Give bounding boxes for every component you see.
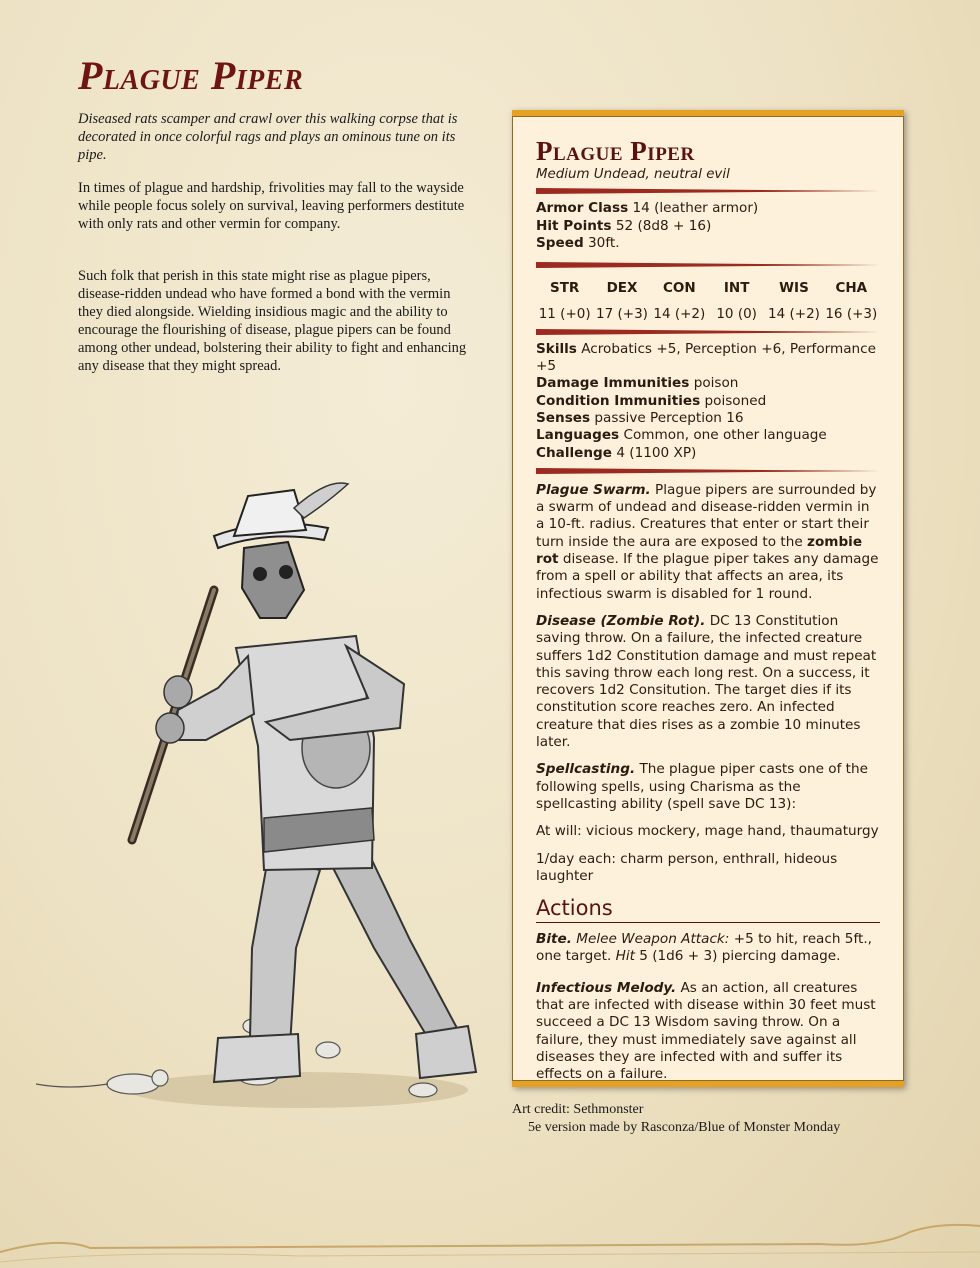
ability-scores: [536, 280, 880, 324]
ability-dex: DEX 17 (+3): [596, 280, 648, 323]
condition-immunities: Condition Immunities poisoned: [536, 392, 767, 409]
tapered-rule: [536, 468, 880, 474]
trait-spellcasting: Spellcasting. The plague piper casts one of the following spells, using Charisma as the spellcasting ability (spell save DC 13):: [536, 761, 868, 812]
version-credit: 5e version made by Rasconza/Blue of Monster Monday: [528, 1120, 841, 1135]
statblock-type: Medium Undead, neutral evil: [536, 167, 730, 182]
ability-int: INT 10 (0): [716, 280, 757, 323]
page-title: Plague Piper: [78, 53, 304, 98]
plague-piper-illustration: [28, 478, 508, 1118]
lore-paragraph: In times of plague and hardship, frivolities may fall to the wayside while people focus solely on survival, leaving performers destitute with only rats and other vermin for company.: [78, 180, 465, 232]
statblock-name: Plague Piper: [536, 136, 695, 166]
spells-at-will: At will: vicious mockery, mage hand, thaumaturgy: [536, 823, 879, 840]
challenge: Challenge 4 (1100 XP): [536, 444, 697, 461]
ability-str: STR 11 (+0): [538, 280, 591, 323]
action-bite: Bite. Melee Weapon Attack: +5 to hit, reach 5ft., one target. Hit 5 (1d6 + 3) piercing damage.: [536, 931, 872, 965]
ability-wis: WIS 14 (+2): [768, 280, 820, 323]
trait-disease: Disease (Zombie Rot). DC 13 Constitution saving throw. On a failure, the infected creature suffers 1d2 Constitution damage and must repeat this saving throw each long rest. On a success, it recovers 1d2 Consitution. The target dies if its constitution score reaches zero. An infected creature that dies rises as a zombie 10 minutes later.: [536, 612, 877, 751]
spells-per-day: 1/day each: charm person, enthrall, hideous laughter: [536, 850, 838, 884]
footer-ornament: [0, 1222, 980, 1268]
art-credit: Art credit: Sethmonster: [512, 1102, 644, 1117]
stat-block: [512, 110, 904, 1087]
skills: Skills Acrobatics +5, Perception +6, Performance +5: [536, 340, 877, 375]
speed: Speed 30ft.: [536, 234, 620, 251]
trait-plague-swarm: Plague Swarm. Plague pipers are surrounded by a swarm of undead and disease-ridden vermin in a 10-ft. radius. Creatures that enter or start their turn inside the aura are exposed to the zombie rot disease. If the plague piper takes any damage from a spell or ability that affects an area, its infectious swarm is disabled for 1 round.: [536, 481, 879, 602]
lore-paragraph: Such folk that perish in this state might rise as plague pipers, disease-ridden undead who have formed a bond with the vermin they died alongside. Wielding insidious magic and the ability to encourage the flourishing of disease, plague pipers can be found among other undead, bolstering their ability to fight and enhancing any disease that they might spread.: [78, 268, 467, 374]
action-infectious-melody: Infectious Melody. As an action, all creatures that are infected with disease within 30 feet must succeed a DC 13 Wisdom saving throw. On a failure, they must immediately save against all diseases they are infected with and suffer its effects on a failure.: [536, 979, 876, 1083]
tapered-rule: [536, 262, 880, 268]
armor-class: Armor Class 14 (leather armor): [536, 200, 759, 217]
tapered-rule: [536, 188, 880, 194]
senses: Senses passive Perception 16: [536, 409, 744, 426]
ability-cha: CHA 16 (+3): [825, 280, 878, 323]
ability-con: CON 14 (+2): [653, 280, 706, 323]
damage-immunities: Damage Immunities poison: [536, 375, 739, 392]
languages: Languages Common, one other language: [536, 427, 827, 444]
tapered-rule: [536, 329, 880, 335]
hit-points: Hit Points 52 (8d8 + 16): [536, 217, 712, 234]
actions-header: Actions: [536, 895, 880, 923]
intro-text: Diseased rats scamper and crawl over this walking corpse that is decorated in once colorful rags and plays an ominous tune on its pipe.: [78, 111, 458, 163]
